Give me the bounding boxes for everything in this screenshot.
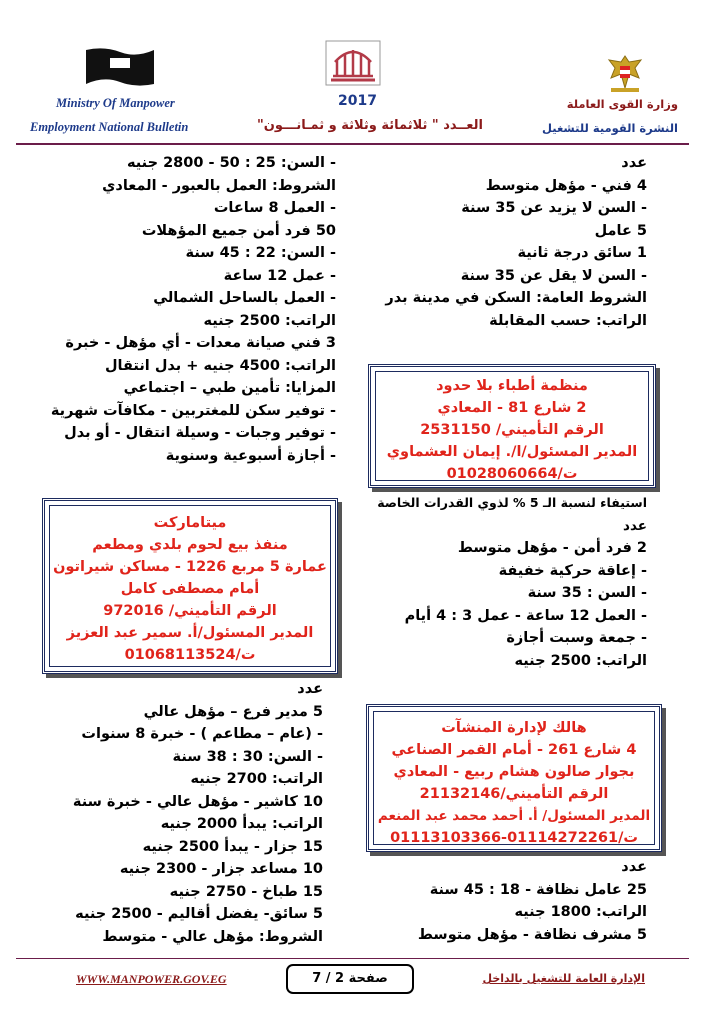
manager-name: المدير المسئول/أ. سمير عبد العزيز (66, 625, 314, 641)
list-item: 50 فرد أمن جميع المؤهلات (141, 222, 336, 239)
right-column-middle (377, 492, 647, 672)
list-item: - السن: 22 : 45 سنة (185, 245, 336, 261)
left-column-top (51, 152, 336, 467)
list-item: - العمل 12 ساعة - عمل 3 : 4 أيام (404, 607, 647, 624)
phone-number: ت/01068113524 (124, 647, 256, 663)
list-item: استيفاء لنسبة الـ 5 % لذوي القدرات الخاصة (377, 495, 647, 510)
list-item: 10 كاشير - مؤهل عالي - خبرة سنة (72, 793, 323, 810)
list-item: 5 سائق- يفضل أقاليم - 2500 جنيه (75, 906, 323, 922)
issue-number: العــدد " ثلاثمائة وثلاثة و ثمـانـــون" (257, 118, 483, 133)
list-item: عدد (621, 859, 647, 875)
bulletin-year: 2017 (338, 93, 377, 109)
list-item: 1 سائق درجة ثانية (517, 245, 647, 261)
list-item: - السن لا يزيد عن 35 سنة (461, 200, 647, 216)
employer-box-metamarket (42, 498, 338, 674)
employer-activity: منفذ بيع لحوم بلدي ومطعم (92, 537, 288, 553)
list-item: - السن: 25 : 50 - 2800 جنيه (126, 155, 336, 171)
list-item: 10 مساعد جزار - 2300 جنيه (119, 861, 323, 877)
list-item: 5 مدير فرع – مؤهل عالي (143, 703, 323, 720)
page-number: صفحة 2 / 7 (312, 971, 388, 986)
employer-name: هالك لإدارة المنشآت (441, 720, 587, 736)
list-item: - توفير وجبات - وسيلة انتقال - أو بدل (64, 425, 336, 441)
department-name: الإدارة العامة للتشغيل بالداخل (482, 972, 645, 985)
eagle-emblem-icon (605, 52, 645, 94)
list-item: - (عام – مطاعم ) - خبرة 8 سنوات (81, 726, 323, 742)
list-item: 3 فني صيانة معدات - أي مؤهل - خبرة (65, 335, 336, 351)
employer-landmark: بجوار صالون هشام ربيع - المعادي (393, 764, 635, 780)
ministry-name-en: Ministry Of Manpower (56, 96, 175, 110)
list-item: 15 طباخ - 2750 جنيه (169, 883, 323, 900)
list-item: عدد (297, 681, 323, 697)
list-item: - العمل بالساحل الشمالي (153, 290, 336, 306)
list-item: - السن لا يقل عن 35 سنة (460, 267, 647, 284)
ministry-name-ar: وزارة القوى العاملة (566, 97, 678, 111)
employer-name: منظمة أطباء بلا حدود (436, 378, 588, 394)
list-item: 5 مشرف نظافة - مؤهل متوسط (417, 926, 647, 943)
employer-box-halk (366, 704, 662, 852)
employer-address: 2 شارع 81 - المعادي (437, 400, 587, 416)
list-item: الراتب: 1800 جنيه (514, 904, 647, 920)
list-item: الراتب: 2500 جنيه (514, 652, 647, 669)
box-content (375, 371, 649, 481)
list-item: - جمعة وسبت أجازة (506, 630, 647, 646)
list-item: 2 فرد أمن - مؤهل متوسط (457, 540, 647, 556)
bulletin-name-en: Employment National Bulletin (30, 120, 189, 134)
website-link[interactable]: WWW.MANPOWER.GOV.EG (76, 972, 227, 986)
list-item: 4 فني - مؤهل متوسط (485, 177, 647, 194)
list-item: الشروط العامة: السكن في مدينة بدر (385, 290, 647, 306)
list-item: - السن: 30 : 38 سنة (172, 748, 323, 765)
header-divider (16, 143, 689, 145)
list-item: الشروط: مؤهل عالي - متوسط (102, 928, 323, 945)
manager-name: المدير المسئول/ا/. إيمان العشماوي (386, 444, 638, 460)
insurance-number: الرقم التأميني/ 2531150 (420, 422, 604, 438)
list-item: الراتب: 4500 جنيه + بدل انتقال (104, 357, 336, 374)
list-item: - إعاقة حركية خفيفة (498, 562, 647, 579)
employer-address: 4 شارع 261 - أمام القمر الصناعي (391, 742, 637, 758)
footer-divider (16, 958, 689, 959)
employer-box-doctors (368, 364, 656, 488)
list-item: - السن : 35 سنة (527, 585, 647, 601)
box-content (373, 711, 655, 845)
right-column-bottom (418, 856, 647, 946)
list-item: - أجازة أسبوعية وسنوية (165, 447, 336, 464)
list-item: الراتب: 2500 جنيه (203, 312, 336, 329)
phone-number: ت/01028060664 (446, 466, 578, 482)
employer-name: ميتامارکت (153, 515, 227, 531)
list-item: - عمل 12 ساعة (223, 267, 336, 284)
list-item: 15 جزار - يبدأ 2500 جنيه (142, 838, 323, 855)
employer-landmark: أمام مصطفى كامل (120, 581, 260, 597)
list-item: الراتب: يبدأ 2000 جنيه (160, 816, 323, 832)
employer-address: عمارة 5 مربع 1226 - مساكن شيراتون (53, 559, 327, 575)
bulletin-name-ar: النشرة القومية للتشغيل (541, 121, 678, 135)
list-item: - توفير سكن للمغتربين - مكافآت شهرية (50, 402, 336, 419)
flag-logo (84, 46, 156, 90)
list-item: الراتب: 2700 جنيه (190, 771, 323, 787)
page-number-box (286, 964, 414, 994)
manager-name: المدير المسئول/ أ. أحمد محمد عبد المنعم (377, 808, 651, 824)
list-item: الراتب: حسب المقابلة (489, 312, 647, 329)
bulletin-emblem-icon (325, 40, 381, 86)
list-item: عدد (621, 155, 647, 171)
list-item: المزايا: تأمين طبي – اجتماعي (123, 380, 336, 396)
list-item: الشروط: العمل بالعبور - المعادي (102, 177, 336, 194)
list-item: عدد (623, 517, 647, 534)
phone-number: ت/01114272261-01113103366 (390, 830, 638, 846)
list-item: 25 عامل نظافة - 18 : 45 سنة (429, 881, 647, 898)
box-content (49, 505, 331, 667)
list-item: - العمل 8 ساعات (213, 200, 336, 216)
insurance-number: الرقم التأميني/ 972016 (103, 603, 277, 619)
left-column-bottom (73, 678, 323, 948)
insurance-number: الرقم التأميني/21132146 (419, 786, 609, 802)
right-column-top (385, 152, 647, 332)
list-item: 5 عامل (594, 222, 647, 239)
